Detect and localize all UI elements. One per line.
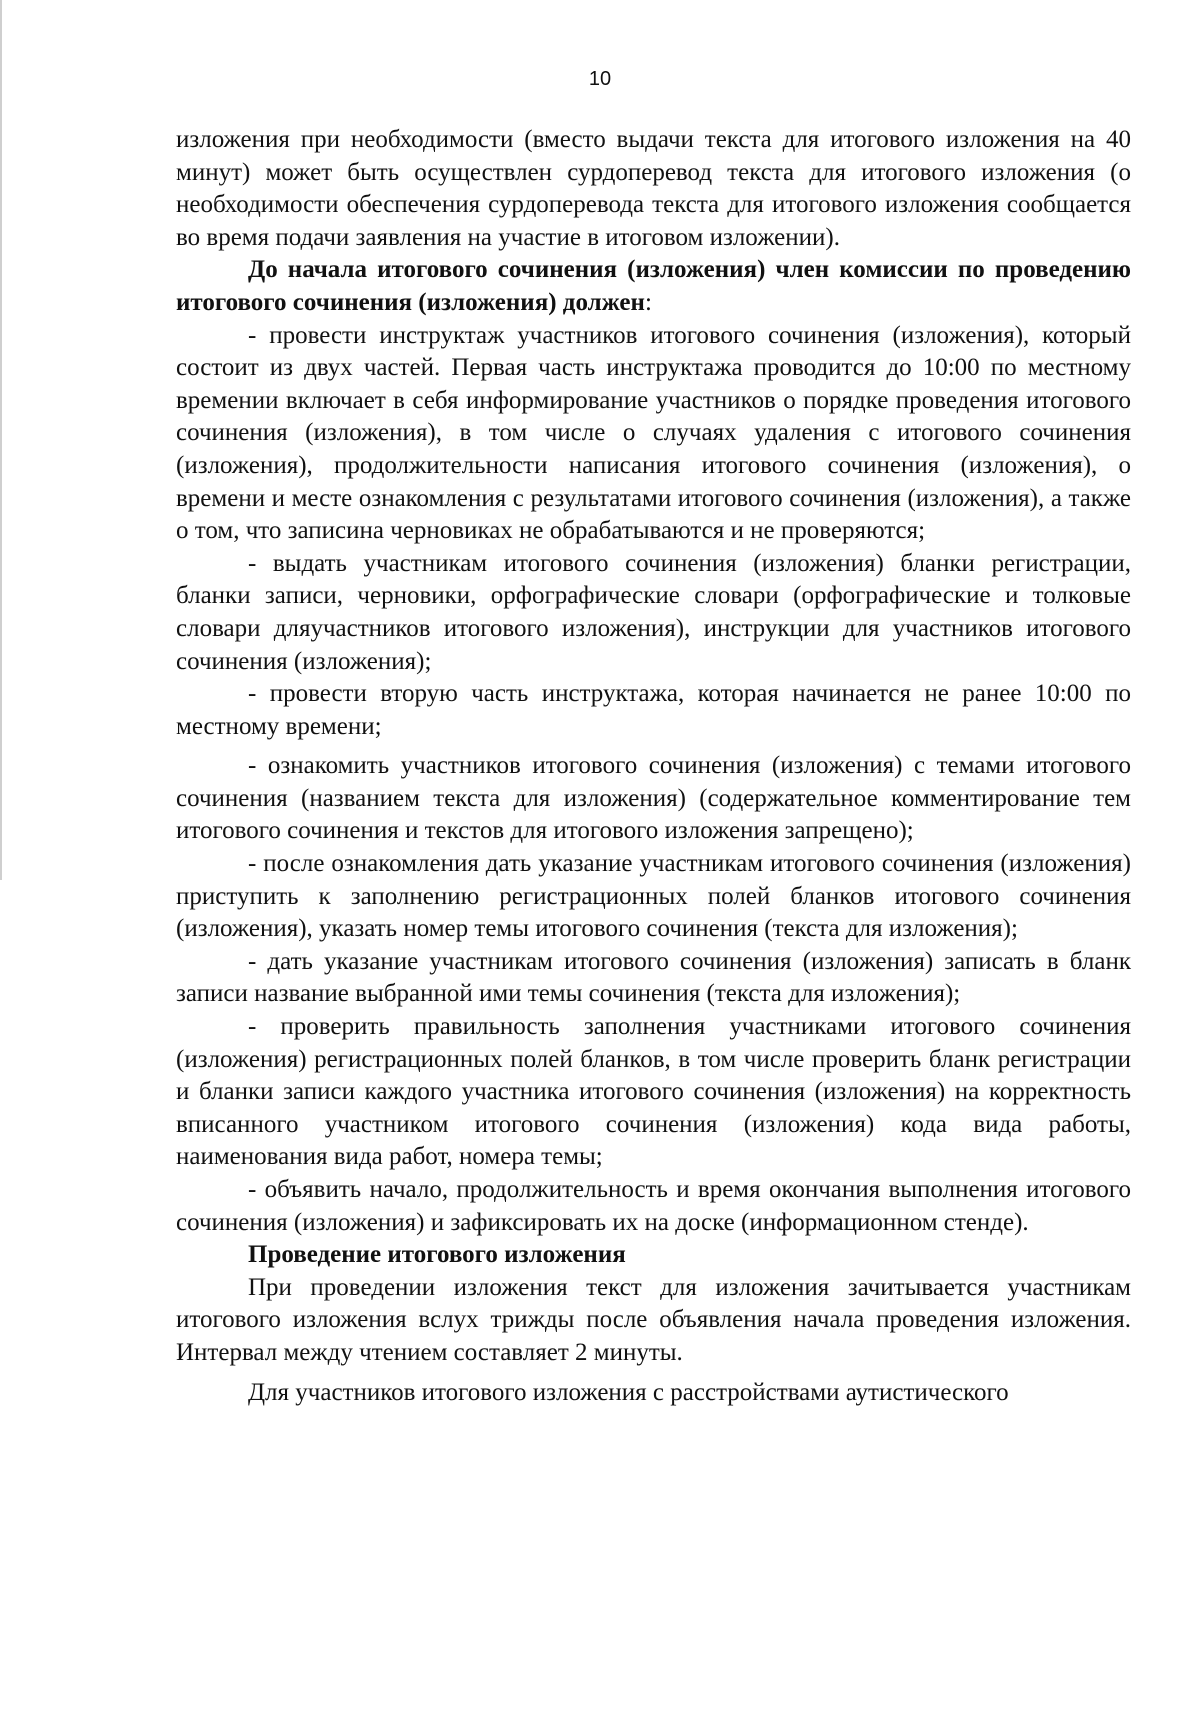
section-heading-presentation: Проведение итогового изложения xyxy=(248,1241,626,1269)
paragraph-autism-participants: Для участников итогового изложения с расстройствами аутистического xyxy=(248,1378,1009,1406)
scan-edge-line xyxy=(0,0,2,880)
paragraph-continuation: изложения при необходимости (вместо выдачи текста для итогового изложения на 40 минут) может быть осуществлен сурдоперевод текста для итогового изложения (о необходимости обеспечения сурдоперевода текста для итогового изложения сообщается во время подачи заявления на участие в итоговом изложении). xyxy=(176,126,1131,251)
heading-text: До начала итогового сочинения (изложения) член комиссии по проведению итогового сочинения (изложения) должен xyxy=(176,256,1131,316)
paragraph-check-forms: - проверить правильность заполнения участниками итогового сочинения (изложения) регистрационных полей бланков, в том числе проверить бланк регистрации и бланки записи каждого участника итогового сочинения (изложения) на корректность вписанного участником итогового сочинения (изложения) кода вида работы, наименования вида работ, номера темы; xyxy=(176,1013,1131,1171)
section-heading-before-start xyxy=(176,254,1131,319)
paragraph-instruction-briefing: - провести инструктаж участников итогового сочинения (изложения), который состоит из двух частей. Первая часть инструктажа проводится до 10:00 по местному времении включает в себя информирование участников о порядке проведения итогового сочинения (изложения), в том числе о случаях удаления с итогового сочинения (изложения), продолжительности написания итогового сочинения (изложения), о времени и месте ознакомления с результатами итогового сочинения (изложения), а также о том, что записина черновиках не обрабатываются и не проверяются; xyxy=(176,321,1131,545)
page-number: 10 xyxy=(588,68,612,90)
paragraph-registration-fields: - после ознакомления дать указание участникам итогового сочинения (изложения) приступить к заполнению регистрационных полей бланков итогового сочинения (изложения), указать номер темы итогового сочинения (текста для изложения); xyxy=(176,850,1131,943)
paragraph-second-briefing: - провести вторую часть инструктажа, которая начинается не ранее 10:00 по местному времени; xyxy=(176,680,1131,740)
paragraph-record-topic: - дать указание участникам итогового сочинения (изложения) записать в бланк записи название выбранной ими темы сочинения (текста для изложения); xyxy=(176,947,1131,1008)
paragraph-reading-text: При проведении изложения текст для изложения зачитывается участникам итогового изложения вслух трижды после объявления начала проведения изложения. Интервал между чтением составляет 2 минуты. xyxy=(176,1273,1131,1366)
paragraph-issue-forms: - выдать участникам итогового сочинения (изложения) бланки регистрации, бланки записи, черновики, орфографические словари (орфографические и толковые словари дляучастников итогового изложения), инструкции для участников итогового сочинения (изложения); xyxy=(176,549,1131,675)
heading-colon: : xyxy=(644,288,652,316)
paragraph-topics: - ознакомить участников итогового сочинения (изложения) с темами итогового сочинения (названием текста для изложения) (содержательное комментирование тем итогового сочинения и текстов для итогового изложения запрещено); xyxy=(176,752,1131,845)
paragraph-announce-start: - объявить начало, продолжительность и время окончания выполнения итогового сочинения (изложения) и зафиксировать их на доске (информационном стенде). xyxy=(176,1176,1131,1236)
document-body xyxy=(176,124,1131,1409)
